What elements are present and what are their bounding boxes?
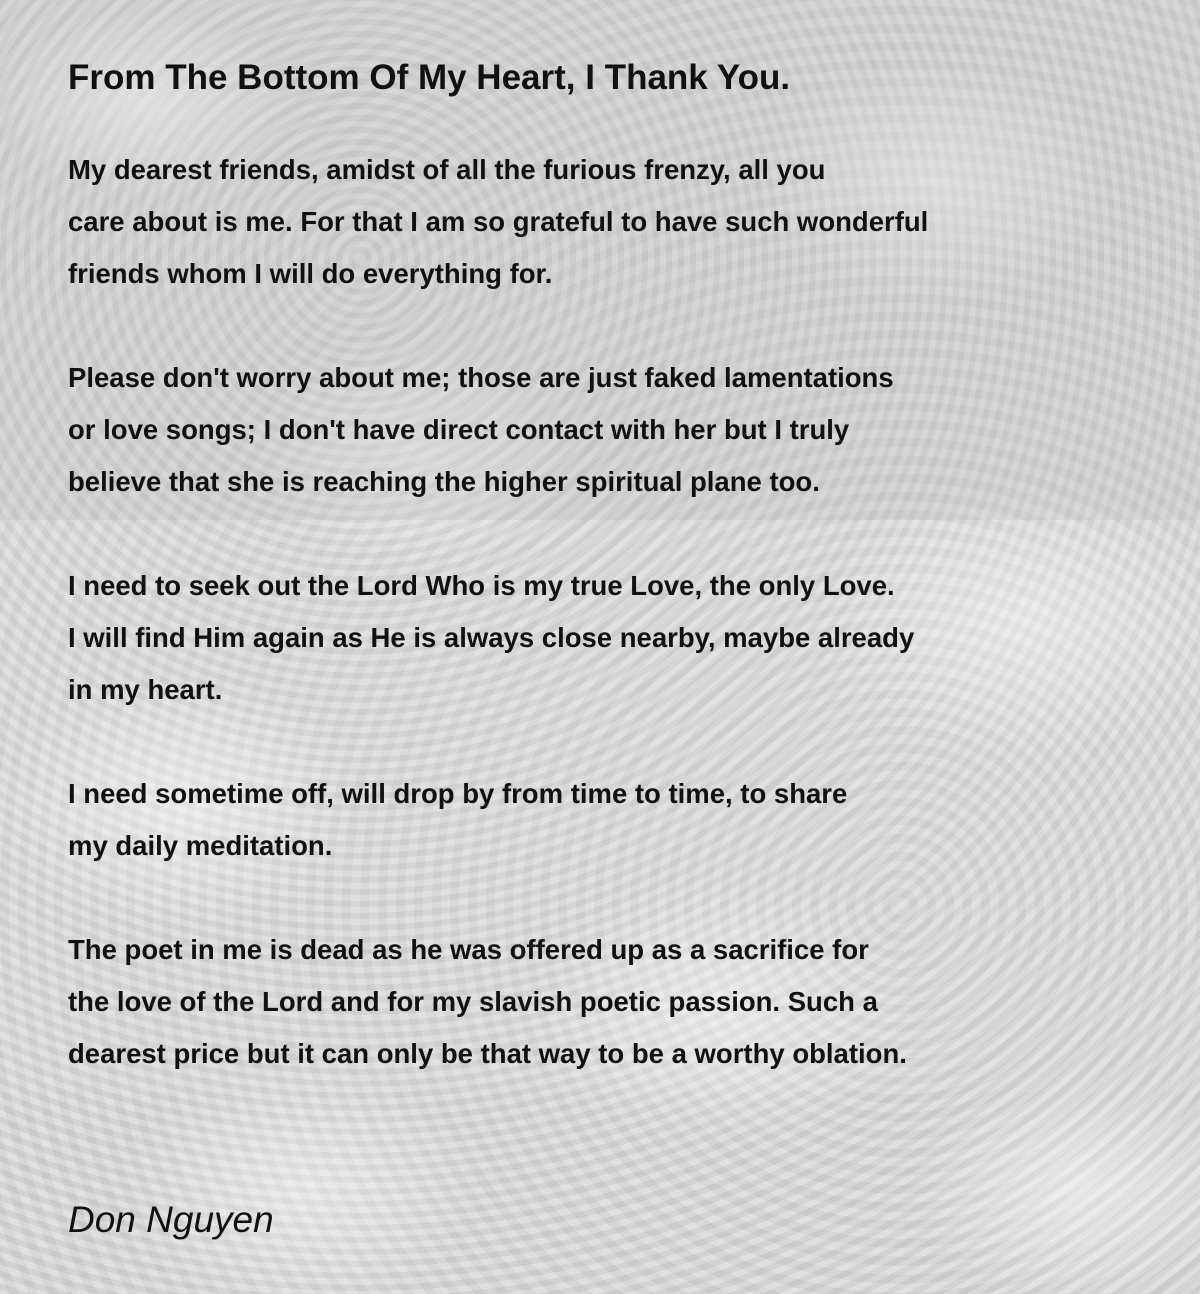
poem-line: My dearest friends, amidst of all the furious frenzy, all you xyxy=(68,154,826,185)
poem-line: friends whom I will do everything for. xyxy=(68,258,553,289)
poem-line: dearest price but it can only be that way to be a worthy oblation. xyxy=(68,1038,907,1069)
poem-line: care about is me. For that I am so grateful to have such wonderful xyxy=(68,206,929,237)
poem-author: Don Nguyen xyxy=(68,1199,274,1240)
poem-line: my daily meditation. xyxy=(68,830,333,861)
stanza-2 xyxy=(68,352,1168,508)
poem-content xyxy=(68,52,1168,1132)
poem-line: in my heart. xyxy=(68,674,223,705)
poem-line: the love of the Lord and for my slavish poetic passion. Such a xyxy=(68,986,878,1017)
poem-line: believe that she is reaching the higher spiritual plane too. xyxy=(68,466,820,497)
poem-line: I will find Him again as He is always close nearby, maybe already xyxy=(68,622,915,653)
poem-line: Please don't worry about me; those are just faked lamentations xyxy=(68,362,894,393)
poem-line: or love songs; I don't have direct contact with her but I truly xyxy=(68,414,850,445)
stanza-3 xyxy=(68,560,1168,716)
poem-title: From The Bottom Of My Heart, I Thank You. xyxy=(68,58,791,97)
stanza-1 xyxy=(68,144,1168,300)
poem-line: I need sometime off, will drop by from time to time, to share xyxy=(68,778,848,809)
stanza-4 xyxy=(68,768,1168,872)
poem-line: The poet in me is dead as he was offered up as a sacrifice for xyxy=(68,934,869,965)
stanza-5 xyxy=(68,924,1168,1080)
poem-line: I need to seek out the Lord Who is my true Love, the only Love. xyxy=(68,570,895,601)
